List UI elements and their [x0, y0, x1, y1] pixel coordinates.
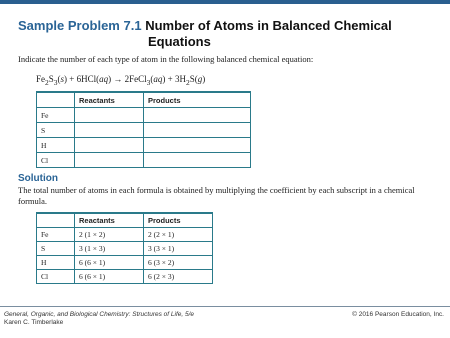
title-topic-line2: Equations: [148, 34, 211, 49]
products-cell: [144, 153, 251, 168]
products-cell: [144, 138, 251, 153]
table-row: [37, 138, 251, 153]
reactants-cell: 3 (1 × 3): [75, 242, 144, 256]
table-row: [37, 153, 251, 168]
footer-copyright: © 2016 Pearson Education, Inc.: [352, 311, 444, 318]
title-topic-line1: Number of Atoms in Balanced Chemical: [145, 18, 392, 33]
reactants-cell: [75, 153, 144, 168]
products-cell: 2 (2 × 1): [144, 228, 213, 242]
reactants-cell: [75, 123, 144, 138]
header-element: [37, 213, 75, 228]
element-cell: Fe: [37, 108, 75, 123]
problem-table: [36, 91, 251, 168]
table-row: [37, 228, 213, 242]
header-products: Products: [144, 213, 213, 228]
products-cell: 6 (3 × 2): [144, 256, 213, 270]
table-row: [37, 108, 251, 123]
products-cell: 6 (2 × 3): [144, 270, 213, 284]
reactants-cell: [75, 108, 144, 123]
element-cell: Cl: [37, 270, 75, 284]
solution-text: The total number of atoms in each formula is obtained by multiplying the coefficient by each subscript in a chemical formula.: [18, 185, 415, 206]
table-header-row: [37, 92, 251, 108]
solution-heading: Solution: [18, 173, 58, 184]
table-row: [37, 256, 213, 270]
element-cell: S: [37, 242, 75, 256]
element-cell: Cl: [37, 153, 75, 168]
products-cell: [144, 108, 251, 123]
reactants-cell: 6 (6 × 1): [75, 270, 144, 284]
reactants-cell: 6 (6 × 1): [75, 256, 144, 270]
footer-author: Karen C. Timberlake: [4, 319, 64, 326]
chemical-equation: $Fe_2S_3(s) + 6HCl(aq)$ → 2FeCl$_3$(aq) + $3H_2S(g)$: [36, 74, 206, 87]
element-cell: H: [37, 256, 75, 270]
products-cell: [144, 123, 251, 138]
header-reactants: Reactants: [75, 92, 144, 108]
element-cell: Fe: [37, 228, 75, 242]
solution-table: [36, 212, 213, 284]
intro-text: Indicate the number of each type of atom in the following balanced chemical equation:: [18, 54, 314, 64]
reactants-cell: 2 (1 × 2): [75, 228, 144, 242]
header-element: [37, 92, 75, 108]
element-cell: S: [37, 123, 75, 138]
table-row: [37, 242, 213, 256]
table-row: [37, 123, 251, 138]
products-cell: 3 (3 × 1): [144, 242, 213, 256]
header-products: Products: [144, 92, 251, 108]
top-accent-bar: [0, 0, 450, 4]
table-row: [37, 270, 213, 284]
header-reactants: Reactants: [75, 213, 144, 228]
table-header-row: [37, 213, 213, 228]
reactants-cell: [75, 138, 144, 153]
slide-title: [18, 18, 438, 50]
footer-divider: [0, 306, 450, 307]
footer-citation: [4, 311, 194, 327]
element-cell: H: [37, 138, 75, 153]
problem-label: Sample Problem 7.1: [18, 18, 142, 33]
footer-book-title: General, Organic, and Biological Chemistry: Structures of Life, 5/e: [4, 311, 195, 318]
